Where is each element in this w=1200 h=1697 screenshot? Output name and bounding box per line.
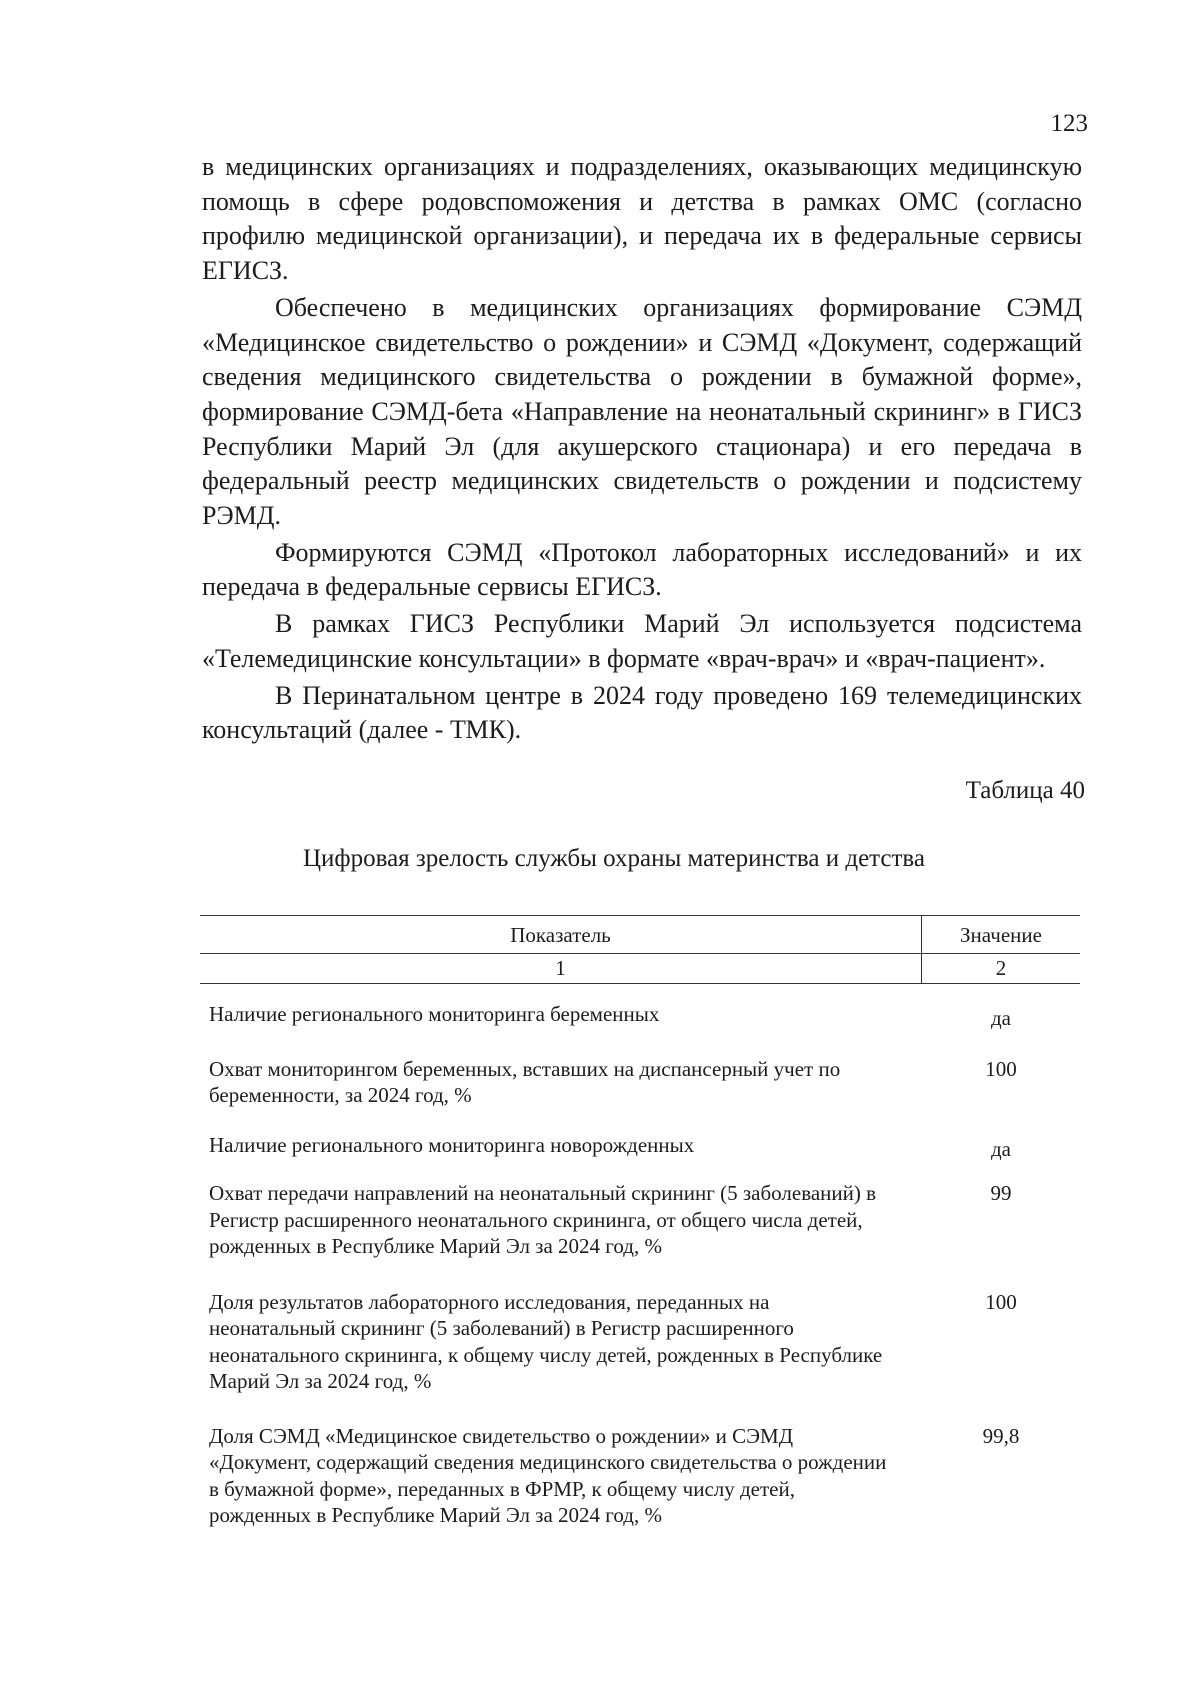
header-value: Значение	[960, 923, 1042, 947]
body-text	[202, 150, 1082, 748]
table-title: Цифровая зрелость службы охраны материнства и детства	[302, 845, 926, 872]
table-header-row	[200, 915, 1080, 953]
column-number-2: 2	[995, 956, 1007, 980]
row-value: да	[990, 1006, 1011, 1030]
row-indicator: Охват мониторингом беременных, вставших на диспансерный учет по беременности, за 2024 год, %	[209, 1056, 841, 1107]
row-indicator: Доля СЭМД «Медицинское свидетельство о рождении» и СЭМД «Документ, содержащий сведения медицинского свидетельства о рождении в бумажной форме», переданных в ФРМР, к общему числу детей, рожденных в Республике Марий Эл за 2024 год, %	[209, 1423, 887, 1527]
table-row	[200, 1289, 1080, 1395]
table-row	[200, 1180, 1080, 1260]
row-value: 100	[985, 1289, 1017, 1314]
paragraph-semd-formation: Обеспечено в медицинских организациях формирование СЭМД «Медицинское свидетельство о рождении» и СЭМД «Документ, содержащий сведения медицинского свидетельства о рождении в бумажной форме», формирование СЭМД-бета «Направление на неонатальный скрининг» в ГИСЗ Республики Марий Эл (для акушерского стационара) и его передача в федеральный реестр медицинских свидетельств о рождении и подсистему РЭМД.	[202, 292, 1082, 531]
row-value: 99,8	[982, 1423, 1020, 1448]
table-row	[200, 1132, 1080, 1163]
row-value: да	[990, 1136, 1011, 1161]
row-indicator: Наличие регионального мониторинга новорожденных	[209, 1132, 695, 1157]
table-label: Таблица 40	[965, 777, 1085, 804]
row-indicator: Охват передачи направлений на неонатальный скрининг (5 заболеваний) в Регистр расширенного неонатального скрининга, от общего числа детей, рожденных в Республике Марий Эл за 2024 год, %	[209, 1181, 877, 1258]
paragraph-telemedicine: В рамках ГИСЗ Республики Марий Эл используется подсистема «Телемедицинские консультации» в формате «врач-врач» и «врач-пациент».	[202, 609, 1082, 673]
row-value: 100	[985, 1056, 1017, 1081]
table-column-numbers-row	[200, 953, 1080, 984]
row-indicator: Наличие регионального мониторинга беременных	[209, 1002, 660, 1026]
header-value-cell	[922, 916, 1080, 953]
header-indicator-cell	[200, 916, 922, 953]
header-indicator: Показатель	[510, 923, 611, 947]
column-number-2-cell	[922, 954, 1080, 983]
column-number-1: 1	[555, 956, 566, 980]
row-indicator: Доля результатов лабораторного исследования, переданных на неонатальный скрининг (5 заболеваний) в Регистр расширенного неонатального скрининга, к общему числу детей, рожденных в Республике Марий Эл за 2024 год, %	[209, 1289, 883, 1393]
digital-maturity-table	[200, 915, 1080, 1529]
row-value: 99	[990, 1181, 1012, 1205]
paragraph-lab-protocol: Формируются СЭМД «Протокол лабораторных исследований» и их передача в федеральные сервисы ЕГИСЗ.	[202, 537, 1082, 602]
paragraph-perinatal-center: В Перинатальном центре в 2024 году проведено 169 телемедицинских консультаций (далее - ТМК).	[202, 680, 1082, 745]
paragraph-continuation: в медицинских организациях и подразделениях, оказывающих медицинскую помощь в сфере родовспоможения и детства в рамках ОМС (согласно профилю медицинской организации), и передача их в федеральные сервисы ЕГИСЗ.	[202, 152, 1082, 286]
column-number-1-cell	[200, 954, 922, 983]
table-row	[200, 1001, 1080, 1032]
page-number: 123	[1050, 110, 1088, 137]
table-row	[200, 1423, 1080, 1529]
table-row	[200, 1056, 1080, 1109]
